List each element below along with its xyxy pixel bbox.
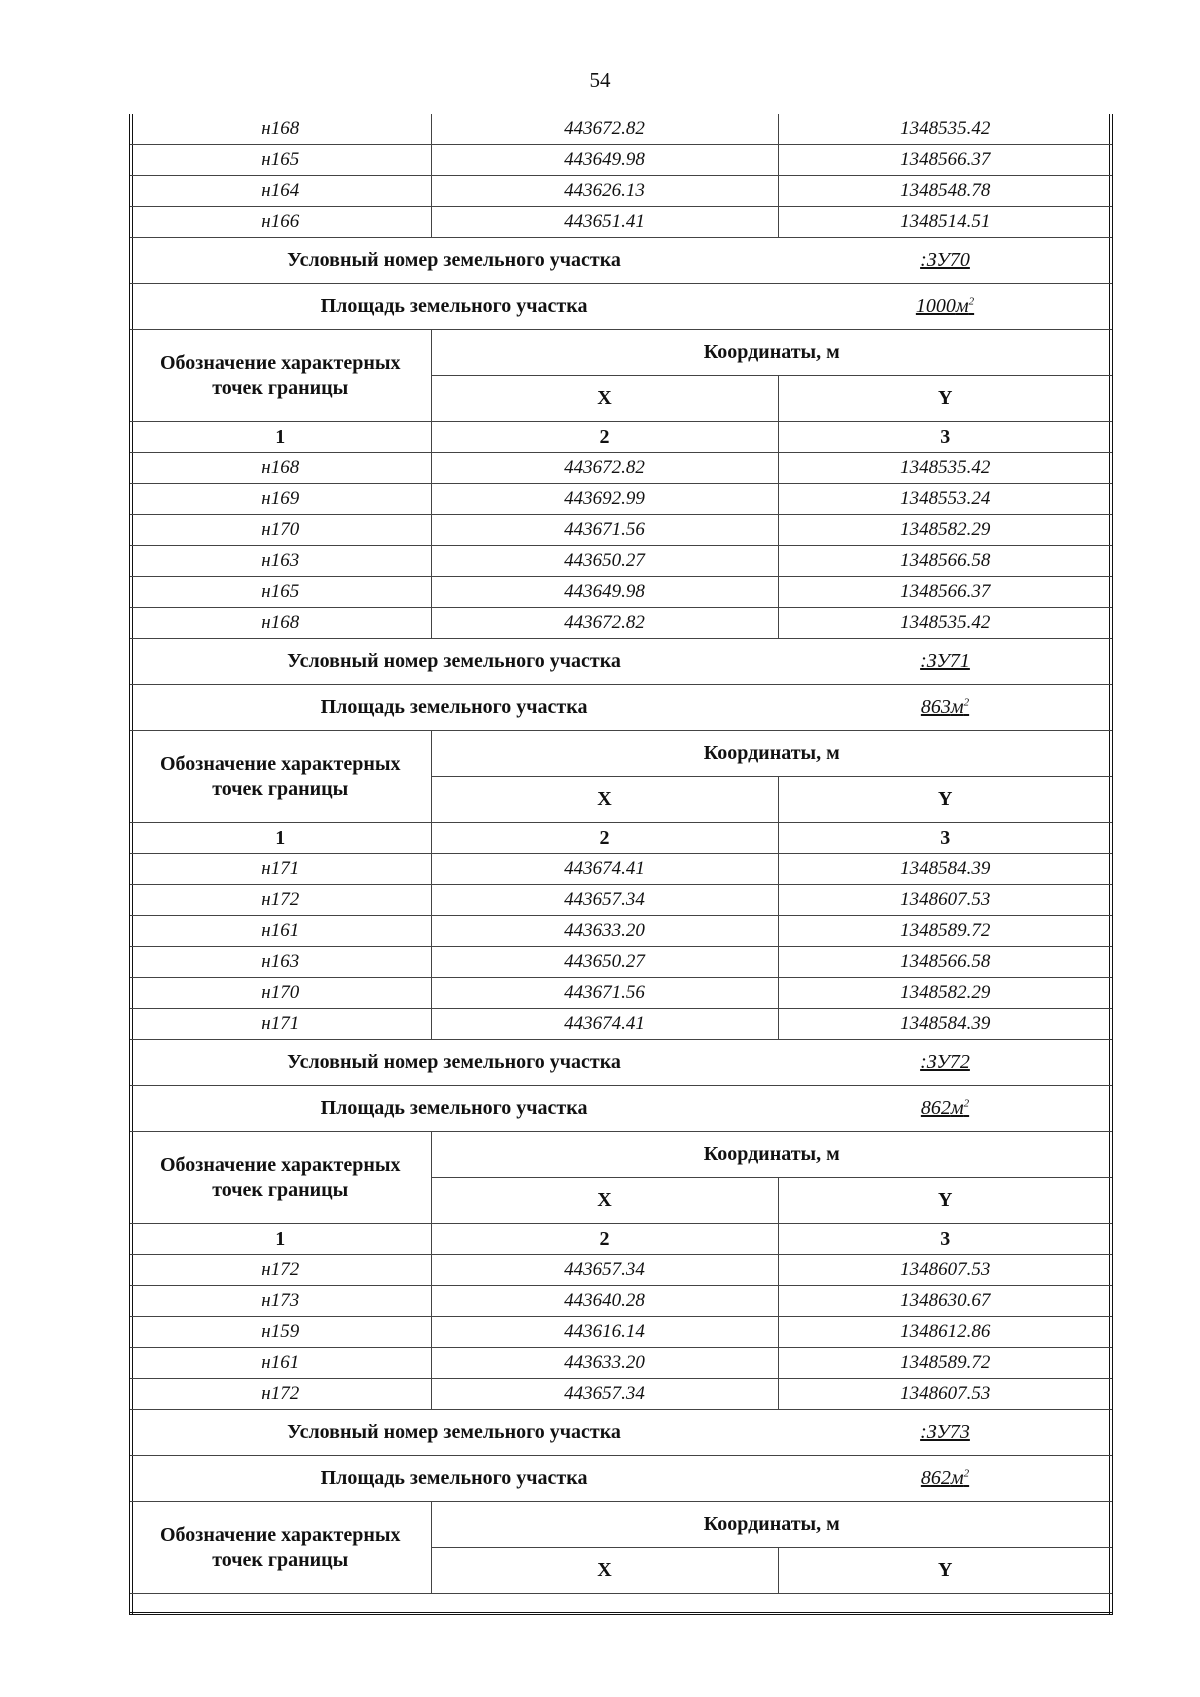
x-cell: 443650.27: [431, 546, 778, 577]
y-cell: 1348589.72: [778, 916, 1112, 947]
coordinates-header: Координаты, м: [431, 330, 1112, 376]
x-header: X: [431, 777, 778, 823]
y-cell: 1348582.29: [778, 515, 1112, 546]
point-cell: н159: [130, 1317, 431, 1348]
point-cell: н168: [130, 453, 431, 484]
parcel-area-value: [778, 1456, 1112, 1502]
table-row: [130, 176, 1112, 207]
column-number-3: 3: [778, 1224, 1112, 1255]
y-cell: 1348553.24: [778, 484, 1112, 515]
designation-header: [130, 731, 431, 823]
designation-header: [130, 330, 431, 422]
table-row: [130, 484, 1112, 515]
parcel-number-label: Условный номер земельного участка: [130, 1040, 778, 1086]
parcel-number-row: [130, 639, 1112, 685]
x-cell: 443672.82: [431, 114, 778, 145]
table-row: [130, 1317, 1112, 1348]
y-cell: 1348612.86: [778, 1317, 1112, 1348]
area-unit-power: 2: [963, 1097, 970, 1110]
y-header: Y: [778, 1178, 1112, 1224]
point-cell: н172: [130, 1379, 431, 1410]
point-cell: н165: [130, 145, 431, 176]
table-row: [130, 885, 1112, 916]
parcel-number-value: :ЗУ71: [778, 639, 1112, 685]
table-row: [130, 1255, 1112, 1286]
point-cell: н163: [130, 947, 431, 978]
y-cell: 1348582.29: [778, 978, 1112, 1009]
designation-line-1: Обозначение характерных: [160, 1523, 401, 1546]
table-row: [130, 947, 1112, 978]
point-cell: н166: [130, 207, 431, 238]
parcel-area-value: [778, 1086, 1112, 1132]
column-number-2: 2: [431, 422, 778, 453]
parcel-number-label: Условный номер земельного участка: [130, 1410, 778, 1456]
parcel-number-value: :ЗУ72: [778, 1040, 1112, 1086]
x-cell: 443651.41: [431, 207, 778, 238]
table-row: [130, 145, 1112, 176]
table-row: [130, 1286, 1112, 1317]
table-row: [130, 546, 1112, 577]
x-cell: 443671.56: [431, 978, 778, 1009]
designation-line-2: точек границы: [212, 777, 349, 800]
parcel-area-row: [130, 284, 1112, 330]
parcel-area-value: [778, 685, 1112, 731]
parcel-number-label: Условный номер земельного участка: [130, 639, 778, 685]
header-row: [130, 1132, 1112, 1178]
header-row: [130, 731, 1112, 777]
y-cell: 1348535.42: [778, 114, 1112, 145]
parcel-area-label: Площадь земельного участка: [130, 1456, 778, 1502]
x-cell: 443640.28: [431, 1286, 778, 1317]
designation-line-2: точек границы: [212, 376, 349, 399]
x-cell: 443672.82: [431, 608, 778, 639]
area-unit-power: 2: [968, 295, 975, 308]
table-row: [130, 207, 1112, 238]
y-cell: 1348514.51: [778, 207, 1112, 238]
coordinates-header: Координаты, м: [431, 1502, 1112, 1548]
designation-line-1: Обозначение характерных: [160, 1153, 401, 1176]
y-header: Y: [778, 376, 1112, 422]
column-number-2: 2: [431, 1224, 778, 1255]
parcel-number-row: [130, 1410, 1112, 1456]
point-cell: н171: [130, 854, 431, 885]
x-cell: 443633.20: [431, 1348, 778, 1379]
parcel-area-row: [130, 1086, 1112, 1132]
y-cell: 1348589.72: [778, 1348, 1112, 1379]
y-cell: 1348548.78: [778, 176, 1112, 207]
x-cell: 443649.98: [431, 577, 778, 608]
column-number-3: 3: [778, 823, 1112, 854]
coordinates-table: [130, 114, 1112, 1594]
header-row: [130, 1502, 1112, 1548]
parcel-number-row: [130, 1040, 1112, 1086]
x-cell: 443657.34: [431, 1379, 778, 1410]
x-cell: 443657.34: [431, 1255, 778, 1286]
x-header: X: [431, 1178, 778, 1224]
y-header: Y: [778, 1548, 1112, 1594]
y-header: Y: [778, 777, 1112, 823]
designation-line-1: Обозначение характерных: [160, 351, 401, 374]
x-cell: 443674.41: [431, 854, 778, 885]
coordinates-header: Координаты, м: [431, 731, 1112, 777]
table-row: [130, 916, 1112, 947]
point-cell: н164: [130, 176, 431, 207]
parcel-area-label: Площадь земельного участка: [130, 1086, 778, 1132]
parcel-number-row: [130, 238, 1112, 284]
y-cell: 1348566.37: [778, 145, 1112, 176]
x-cell: 443650.27: [431, 947, 778, 978]
header-row: [130, 330, 1112, 376]
point-cell: н161: [130, 1348, 431, 1379]
x-cell: 443672.82: [431, 453, 778, 484]
area-unit: м: [950, 696, 964, 718]
y-cell: 1348535.42: [778, 608, 1112, 639]
point-cell: н171: [130, 1009, 431, 1040]
parcel-area-value: [778, 284, 1112, 330]
y-cell: 1348566.58: [778, 947, 1112, 978]
parcel-number-value: :ЗУ73: [778, 1410, 1112, 1456]
point-cell: н163: [130, 546, 431, 577]
table-frame-bottom: [129, 1612, 1113, 1615]
point-cell: н170: [130, 978, 431, 1009]
area-unit-power: 2: [963, 696, 970, 709]
area-number: 863: [920, 696, 951, 718]
designation-header: [130, 1132, 431, 1224]
x-cell: 443657.34: [431, 885, 778, 916]
designation-header: [130, 1502, 431, 1594]
area-number: 862: [920, 1097, 951, 1119]
table-row: [130, 515, 1112, 546]
point-cell: н172: [130, 885, 431, 916]
y-cell: 1348566.58: [778, 546, 1112, 577]
parcel-area-label: Площадь земельного участка: [130, 685, 778, 731]
x-header: X: [431, 376, 778, 422]
column-number-1: 1: [130, 422, 431, 453]
point-cell: н169: [130, 484, 431, 515]
page-number: 54: [589, 68, 611, 92]
parcel-area-label: Площадь земельного участка: [130, 284, 778, 330]
column-number-3: 3: [778, 422, 1112, 453]
y-cell: 1348584.39: [778, 1009, 1112, 1040]
y-cell: 1348584.39: [778, 854, 1112, 885]
area-unit-power: 2: [963, 1467, 970, 1480]
table-row: [130, 854, 1112, 885]
parcel-number-label: Условный номер земельного участка: [130, 238, 778, 284]
x-cell: 443616.14: [431, 1317, 778, 1348]
y-cell: 1348607.53: [778, 1379, 1112, 1410]
area-number: 1000: [915, 295, 956, 317]
parcel-area-row: [130, 685, 1112, 731]
parcel-number-value: :ЗУ70: [778, 238, 1112, 284]
y-cell: 1348566.37: [778, 577, 1112, 608]
column-number-1: 1: [130, 823, 431, 854]
table-row: [130, 1379, 1112, 1410]
table-row: [130, 114, 1112, 145]
area-unit: м: [950, 1097, 964, 1119]
area-unit: м: [955, 295, 969, 317]
y-cell: 1348607.53: [778, 1255, 1112, 1286]
x-cell: 443633.20: [431, 916, 778, 947]
point-cell: н168: [130, 114, 431, 145]
x-cell: 443649.98: [431, 145, 778, 176]
x-cell: 443626.13: [431, 176, 778, 207]
designation-line-2: точек границы: [212, 1548, 349, 1571]
area-unit: м: [950, 1467, 964, 1489]
column-number-row: [130, 1224, 1112, 1255]
y-cell: 1348630.67: [778, 1286, 1112, 1317]
point-cell: н170: [130, 515, 431, 546]
table-row: [130, 577, 1112, 608]
point-cell: н168: [130, 608, 431, 639]
table-row: [130, 1348, 1112, 1379]
table-row: [130, 608, 1112, 639]
point-cell: н173: [130, 1286, 431, 1317]
table-row: [130, 453, 1112, 484]
column-number-row: [130, 823, 1112, 854]
x-header: X: [431, 1548, 778, 1594]
column-number-1: 1: [130, 1224, 431, 1255]
area-number: 862: [920, 1467, 951, 1489]
y-cell: 1348535.42: [778, 453, 1112, 484]
parcel-area-row: [130, 1456, 1112, 1502]
column-number-2: 2: [431, 823, 778, 854]
point-cell: н172: [130, 1255, 431, 1286]
x-cell: 443674.41: [431, 1009, 778, 1040]
x-cell: 443692.99: [431, 484, 778, 515]
designation-line-2: точек границы: [212, 1178, 349, 1201]
point-cell: н165: [130, 577, 431, 608]
y-cell: 1348607.53: [778, 885, 1112, 916]
table-row: [130, 1009, 1112, 1040]
coordinates-header: Координаты, м: [431, 1132, 1112, 1178]
table-row: [130, 978, 1112, 1009]
point-cell: н161: [130, 916, 431, 947]
x-cell: 443671.56: [431, 515, 778, 546]
designation-line-1: Обозначение характерных: [160, 752, 401, 775]
column-number-row: [130, 422, 1112, 453]
